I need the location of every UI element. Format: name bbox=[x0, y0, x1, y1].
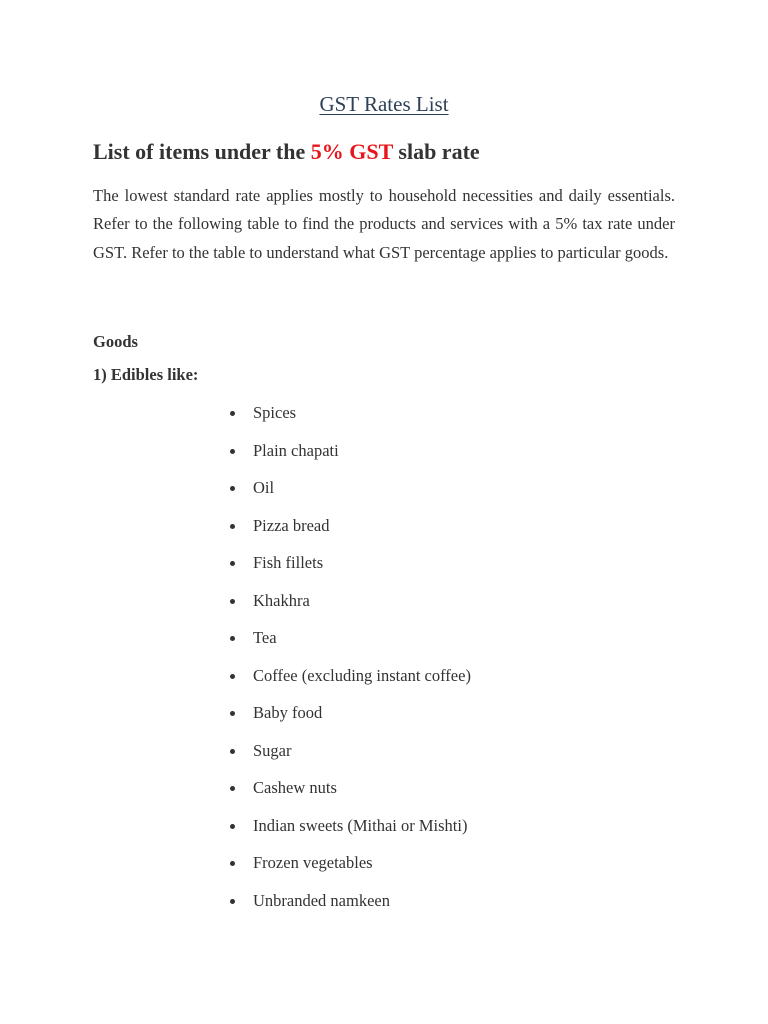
heading-highlight: 5% GST bbox=[310, 139, 393, 164]
edibles-list bbox=[228, 401, 471, 926]
bullet-icon bbox=[230, 599, 235, 604]
heading-suffix: slab rate bbox=[392, 139, 480, 164]
bullet-icon bbox=[230, 749, 235, 754]
list-item-text: Baby food bbox=[253, 703, 323, 722]
list-item-text: Sugar bbox=[253, 740, 292, 760]
bullet-icon bbox=[230, 899, 235, 904]
bullet-icon bbox=[230, 861, 235, 866]
document-title: GST Rates List bbox=[319, 92, 449, 116]
list-item-text: Unbranded namkeen bbox=[253, 890, 390, 910]
list-item-text: Frozen vegetables bbox=[253, 853, 373, 872]
list-item-text: Spices bbox=[253, 403, 297, 422]
list-item bbox=[228, 814, 471, 852]
bullet-icon bbox=[230, 711, 235, 716]
intro-paragraph: The lowest standard rate applies mostly to household necessities and daily essentials. Refer to the following table to find the products and services with a 5% tax rate under GST. Refer to the table to understand what GST percentage applies to particular goods. bbox=[93, 186, 675, 262]
bullet-icon bbox=[230, 449, 235, 454]
bullet-icon bbox=[230, 486, 235, 491]
list-item-text: Fish fillets bbox=[253, 553, 324, 572]
bullet-icon bbox=[230, 636, 235, 641]
list-item-text: Plain chapati bbox=[253, 440, 339, 460]
list-item bbox=[228, 551, 471, 589]
list-item bbox=[228, 514, 471, 552]
list-item bbox=[228, 776, 471, 814]
goods-label: Goods bbox=[93, 332, 138, 351]
list-item bbox=[228, 401, 471, 439]
bullet-icon bbox=[230, 674, 235, 679]
list-item-text: Tea bbox=[253, 628, 277, 647]
bullet-icon bbox=[230, 524, 235, 529]
list-item bbox=[228, 476, 471, 514]
list-item-text: Coffee (excluding instant coffee) bbox=[253, 665, 471, 685]
bullet-icon bbox=[230, 411, 235, 416]
edibles-label: 1) Edibles like: bbox=[93, 365, 199, 384]
list-item bbox=[228, 439, 471, 477]
section-heading bbox=[93, 136, 480, 168]
bullet-icon bbox=[230, 824, 235, 829]
list-item bbox=[228, 701, 471, 739]
list-item bbox=[228, 664, 471, 702]
list-item bbox=[228, 589, 471, 627]
heading-prefix: List of items under the bbox=[93, 139, 311, 164]
bullet-icon bbox=[230, 561, 235, 566]
list-item-text: Cashew nuts bbox=[253, 778, 337, 797]
list-item-text: Khakhra bbox=[253, 590, 310, 610]
list-item-text: Indian sweets (Mithai or Mishti) bbox=[253, 815, 468, 835]
list-item bbox=[228, 851, 471, 889]
bullet-icon bbox=[230, 786, 235, 791]
list-item bbox=[228, 889, 471, 927]
list-item-text: Oil bbox=[253, 478, 275, 497]
list-item bbox=[228, 626, 471, 664]
list-item bbox=[228, 739, 471, 777]
list-item-text: Pizza bread bbox=[253, 515, 330, 535]
